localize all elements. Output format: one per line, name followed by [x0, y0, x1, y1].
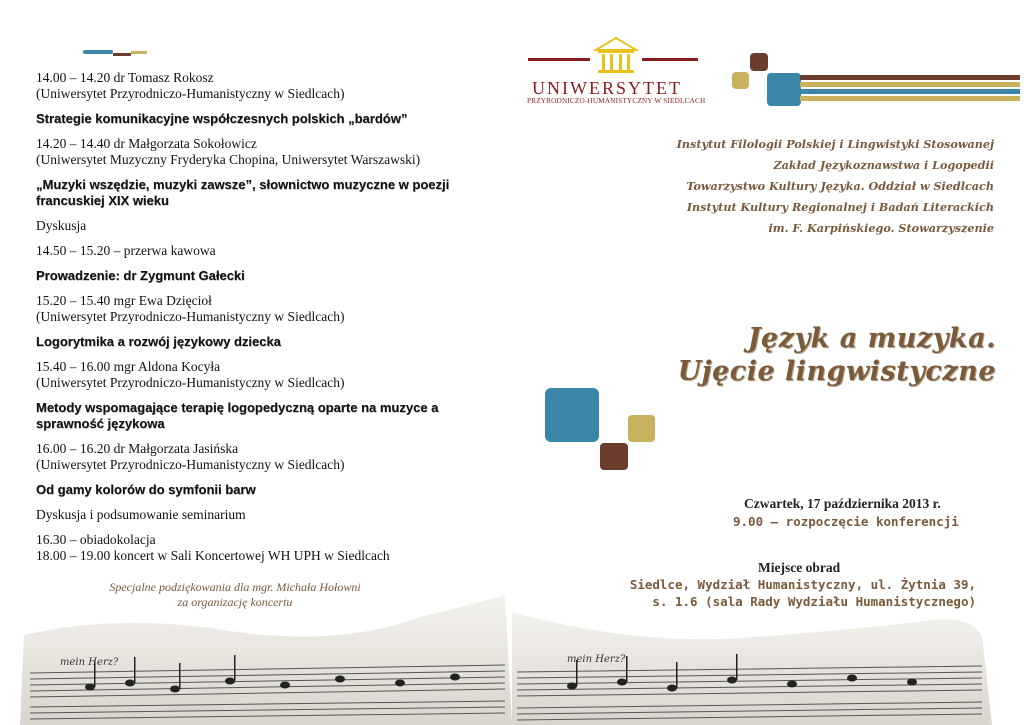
program-line: 14.50 – 15.20 – przerwa kawowa	[36, 243, 216, 258]
mid-square-blue	[545, 388, 599, 442]
conference-start: 9.00 – rozpoczęcie konferencji	[733, 514, 959, 529]
deco-bar-blue	[83, 50, 113, 54]
title-line-1: Język a muzyka.	[747, 323, 996, 354]
conference-date: Czwartek, 17 października 2013 r.	[744, 496, 941, 511]
talk-title: Logorytmika a rozwój językowy dziecka	[36, 334, 281, 349]
program-line: 14.20 – 14.40 dr Małgorzata Sokołowicz	[36, 136, 257, 151]
program-line: 18.00 – 19.00 koncert w Sali Koncertowej WH UPH w Siedlcach	[36, 548, 390, 563]
deco-stripe-gold-1	[800, 82, 1020, 87]
deco-bar-gold	[131, 51, 147, 54]
program-line: 16.30 – obiadokolacja	[36, 532, 156, 547]
logo-rule-right	[642, 58, 698, 61]
program-line: 15.20 – 15.40 mgr Ewa Dzięcioł	[36, 293, 212, 308]
institution-5: im. F. Karpińskiego. Stowarzyszenie	[768, 221, 994, 235]
institution-1: Instytut Filologii Polskiej i Lingwistyki Stosowanej	[676, 137, 994, 151]
program-line: 16.00 – 16.20 dr Małgorzata Jasińska	[36, 441, 239, 456]
title-line-2: Ujęcie lingwistyczne	[677, 356, 996, 387]
deco-square-brown	[750, 53, 768, 71]
columns-icon	[592, 36, 640, 74]
talk-title: Prowadzenie: dr Zygmunt Gałecki	[36, 268, 245, 283]
mid-square-brown	[600, 443, 628, 470]
sheet-music-right	[512, 600, 1002, 725]
program-line: (Uniwersytet Przyrodniczo-Humanistyczny w Siedlcach)	[36, 375, 345, 390]
sheet-lyrics-right: mein Herz?	[567, 654, 626, 665]
program-line: 14.00 – 14.20 dr Tomasz Rokosz	[36, 70, 214, 85]
program-line: Dyskusja i podsumowanie seminarium	[36, 507, 246, 522]
deco-stripe-brown	[800, 75, 1020, 80]
deco-stripe-blue	[800, 89, 1020, 94]
logo-rule-left	[528, 58, 590, 61]
deco-square-blue	[767, 73, 801, 106]
logo-subtitle: PRZYRODNICZO-HUMANISTYCZNY W SIEDLCACH	[527, 97, 706, 105]
program-list	[36, 70, 496, 573]
thanks-line-2: za organizację koncertu	[177, 595, 293, 609]
talk-title: Metody wspomagające terapię logopedyczną oparte na muzyce a sprawność językowa	[36, 400, 439, 431]
deco-stripe-gold-2	[800, 96, 1020, 101]
deco-bar-brown	[113, 53, 131, 56]
sheet-music-left	[0, 595, 512, 725]
thanks-line-1: Specjalne podziękowania dla mgr. Michała Hołowni	[109, 580, 361, 594]
conference-title	[678, 322, 996, 388]
program-line: (Uniwersytet Przyrodniczo-Humanistyczny w Siedlcach)	[36, 457, 345, 472]
program-line: (Uniwersytet Muzyczny Fryderyka Chopina, Uniwersytet Warszawski)	[36, 152, 421, 167]
place-heading: Miejsce obrad	[758, 560, 841, 575]
institution-3: Towarzystwo Kultury Języka. Oddział w Siedlcach	[686, 179, 994, 193]
institution-2: Zakład Językoznawstwa i Logopedii	[773, 158, 994, 172]
mid-square-gold	[628, 415, 655, 442]
talk-title: Od gamy kolorów do symfonii barw	[36, 482, 256, 497]
talk-title: Strategie komunikacyjne współczesnych polskich „bardów”	[36, 111, 408, 126]
logo-wordmark: UNIWERSYTET	[532, 78, 682, 98]
program-line: Dyskusja	[36, 218, 87, 233]
sheet-lyrics-left: mein Herz?	[60, 657, 119, 668]
deco-square-gold	[732, 72, 749, 89]
institutions-list	[574, 134, 994, 239]
program-line: 15.40 – 16.00 mgr Aldona Kocyła	[36, 359, 221, 374]
institution-4: Instytut Kultury Regionalnej i Badań Literackich	[686, 200, 994, 214]
program-line: (Uniwersytet Przyrodniczo-Humanistyczny w Siedlcach)	[36, 86, 345, 101]
place-line-2: s. 1.6 (sala Rady Wydziału Humanistycznego)	[652, 594, 976, 609]
place-line-1: Siedlce, Wydział Humanistyczny, ul. Żytnia 39,	[629, 577, 976, 592]
talk-title: „Muzyki wszędzie, muzyki zawsze”, słownictwo muzyczne w poezji francuskiej XIX wieku	[36, 177, 450, 208]
program-line: (Uniwersytet Przyrodniczo-Humanistyczny w Siedlcach)	[36, 309, 345, 324]
